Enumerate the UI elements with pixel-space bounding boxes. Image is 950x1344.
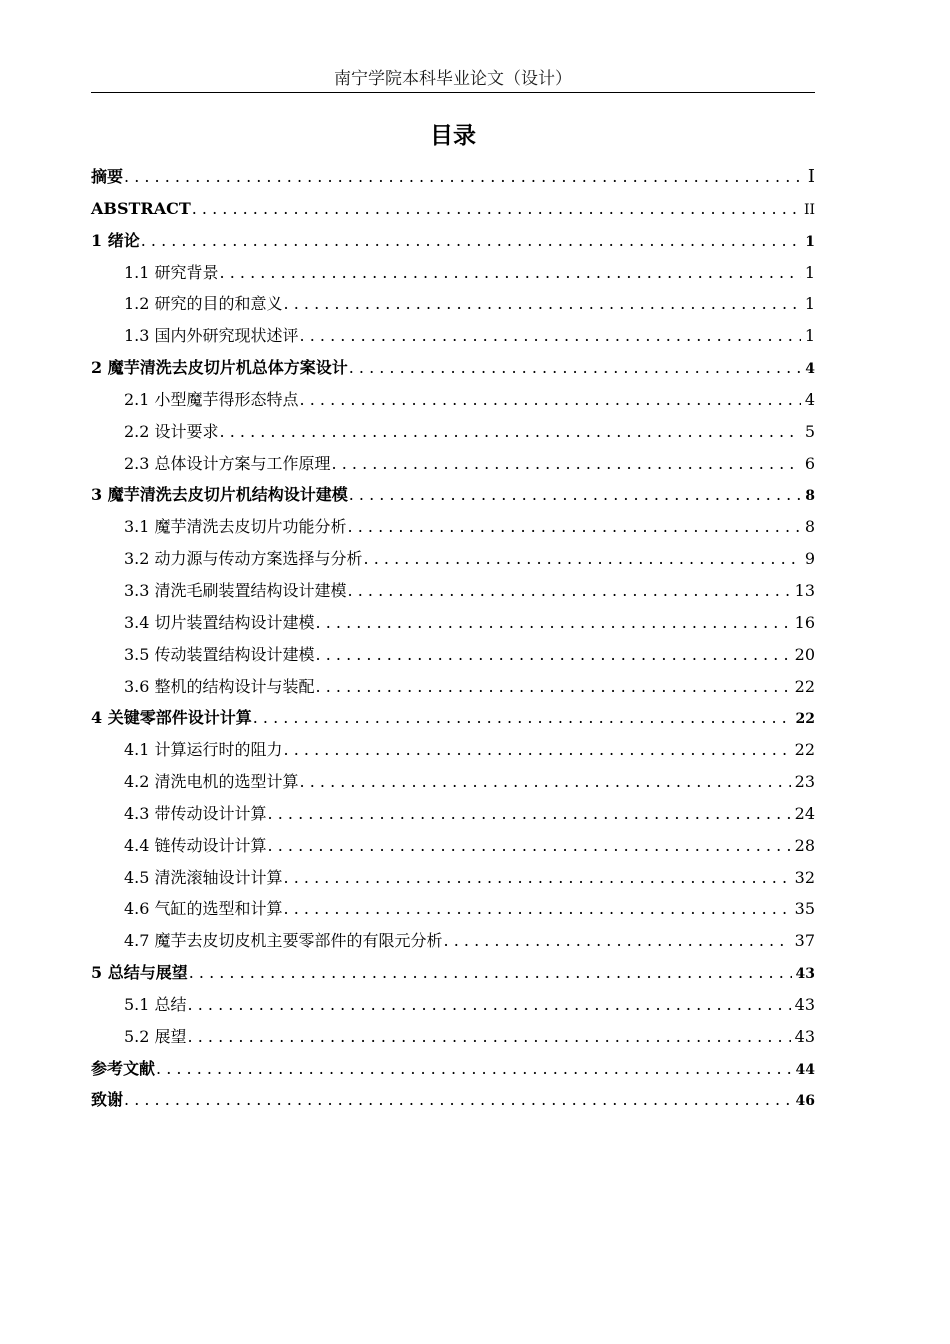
toc-entry-2-3[interactable] <box>91 448 815 480</box>
toc-entry-chapter-1[interactable] <box>91 225 815 257</box>
dot-leader <box>348 575 791 607</box>
dot-leader <box>141 225 802 257</box>
toc-entry-label: 1 绪论 <box>91 230 140 250</box>
toc-entry-4-4[interactable] <box>91 830 815 862</box>
dot-leader <box>316 671 791 703</box>
toc-entry-page: 22 <box>795 711 815 728</box>
toc-entry-label: 3.2 动力源与传动方案选择与分析 <box>124 549 363 569</box>
toc-entry-page: 9 <box>804 549 815 569</box>
toc-entry-3-3[interactable] <box>91 575 815 607</box>
toc-entry-label: 3.3 清洗毛刷装置结构设计建模 <box>124 580 347 600</box>
toc-title: 目录 <box>430 123 476 149</box>
dot-leader <box>268 798 791 830</box>
toc-entry-label: 5.1 总结 <box>124 994 187 1014</box>
toc-entry-1-1[interactable] <box>91 257 815 289</box>
dot-leader <box>284 893 791 925</box>
toc-entry-label: 摘要 <box>91 167 124 186</box>
toc-entry-page: 32 <box>794 867 815 887</box>
toc-entry-page: 1 <box>805 233 815 250</box>
dot-leader <box>284 734 791 766</box>
toc-entry-label: 4.4 链传动设计计算 <box>124 835 267 855</box>
toc-entry-label: 2.1 小型魔芋得形态特点 <box>124 389 299 409</box>
toc-entry-2-2[interactable] <box>91 416 815 448</box>
toc-entry-acknowledgements[interactable] <box>91 1084 815 1116</box>
toc-entry-label: 1.2 研究的目的和意义 <box>124 294 283 314</box>
toc-entry-abstract-en[interactable] <box>91 193 815 225</box>
dot-leader <box>364 543 801 575</box>
toc-entry-page: 43 <box>794 1026 815 1046</box>
toc-entry-page: 28 <box>794 835 815 855</box>
toc-entry-page: 35 <box>794 899 815 919</box>
toc-entry-label: 1.1 研究背景 <box>124 262 219 282</box>
header-divider <box>91 92 815 93</box>
dot-leader <box>220 257 801 289</box>
toc-entry-3-6[interactable] <box>91 671 815 703</box>
toc-entry-chapter-2[interactable] <box>91 352 815 384</box>
toc-entry-label: 3.1 魔芋清洗去皮切片功能分析 <box>124 517 347 537</box>
toc-entry-3-1[interactable] <box>91 511 815 543</box>
toc-entry-page: I <box>807 166 815 187</box>
toc-entry-chapter-5[interactable] <box>91 957 815 989</box>
dot-leader <box>192 193 800 225</box>
toc-entry-label: 致谢 <box>91 1090 124 1110</box>
toc-entry-5-1[interactable] <box>91 989 815 1021</box>
toc-entry-abstract-cn[interactable] <box>91 161 815 193</box>
dot-leader <box>124 1084 792 1116</box>
toc-entry-page: 37 <box>794 931 815 951</box>
dot-leader <box>253 702 792 734</box>
toc-entry-4-6[interactable] <box>91 893 815 925</box>
toc-entry-4-7[interactable] <box>91 925 815 957</box>
toc-entry-label: 4.3 带传动设计计算 <box>124 803 267 823</box>
toc-entry-page: 22 <box>794 740 815 760</box>
toc-entry-page: 43 <box>795 966 815 983</box>
toc-entry-4-3[interactable] <box>91 798 815 830</box>
toc-entry-label: 3.6 整机的结构设计与装配 <box>124 676 315 696</box>
toc-entry-label: 4.6 气缸的选型和计算 <box>124 899 283 919</box>
dot-leader <box>300 320 801 352</box>
dot-leader <box>284 862 791 894</box>
toc-entry-page: 8 <box>805 488 815 505</box>
toc-entry-label: 4 关键零部件设计计算 <box>91 708 252 728</box>
toc-entry-4-2[interactable] <box>91 766 815 798</box>
toc-entry-label: 3.4 切片装置结构设计建模 <box>124 612 315 632</box>
toc-entry-1-2[interactable] <box>91 288 815 320</box>
toc-entry-label: 2.2 设计要求 <box>124 421 219 441</box>
toc-entry-page: 46 <box>795 1093 815 1110</box>
toc-entry-3-4[interactable] <box>91 607 815 639</box>
toc-entry-page: 1 <box>804 326 815 346</box>
toc-entry-page: 6 <box>804 453 815 473</box>
toc-entry-page: 44 <box>795 1061 815 1078</box>
toc-entry-label: 参考文献 <box>91 1058 156 1078</box>
toc-entry-label: 1.3 国内外研究现状述评 <box>124 326 299 346</box>
dot-leader <box>300 766 791 798</box>
dot-leader <box>188 1021 791 1053</box>
toc-entry-4-5[interactable] <box>91 862 815 894</box>
dot-leader <box>284 288 801 320</box>
toc-entry-label: 4.7 魔芋去皮切皮机主要零部件的有限元分析 <box>124 931 443 951</box>
toc-entry-chapter-3[interactable] <box>91 479 815 511</box>
dot-leader <box>444 925 791 957</box>
toc-entry-references[interactable] <box>91 1053 815 1085</box>
table-of-contents <box>91 161 815 1116</box>
toc-entry-label: 3 魔芋清洗去皮切片机结构设计建模 <box>91 485 348 505</box>
toc-entry-page: 4 <box>805 361 815 378</box>
toc-entry-4-1[interactable] <box>91 734 815 766</box>
dot-leader <box>349 479 802 511</box>
dot-leader <box>188 989 791 1021</box>
dot-leader <box>268 830 791 862</box>
toc-entry-label: 2.3 总体设计方案与工作原理 <box>124 453 331 473</box>
toc-entry-page: 43 <box>794 994 815 1014</box>
toc-entry-label: 2 魔芋清洗去皮切片机总体方案设计 <box>91 358 348 378</box>
dot-leader <box>316 639 791 671</box>
toc-entry-label: 4.5 清洗滚轴设计计算 <box>124 867 283 887</box>
toc-entry-page: 1 <box>804 294 815 314</box>
toc-entry-page: 4 <box>804 389 815 409</box>
toc-entry-chapter-4[interactable] <box>91 702 815 734</box>
dot-leader <box>316 607 791 639</box>
toc-entry-page: 20 <box>794 644 815 664</box>
toc-entry-3-2[interactable] <box>91 543 815 575</box>
toc-entry-page: II <box>803 201 815 218</box>
dot-leader <box>189 957 792 989</box>
toc-entry-page: 23 <box>794 772 815 792</box>
toc-entry-page: 8 <box>804 517 815 537</box>
running-header: 南宁学院本科毕业论文（设计） <box>334 69 572 89</box>
dot-leader <box>349 352 802 384</box>
toc-entry-page: 22 <box>794 676 815 696</box>
dot-leader <box>332 448 801 480</box>
toc-entry-3-5[interactable] <box>91 639 815 671</box>
toc-entry-page: 1 <box>804 262 815 282</box>
toc-entry-label: 3.5 传动装置结构设计建模 <box>124 644 315 664</box>
toc-entry-label: 4.2 清洗电机的选型计算 <box>124 772 299 792</box>
toc-entry-label: ABSTRACT <box>91 198 191 218</box>
toc-entry-page: 16 <box>794 612 815 632</box>
dot-leader <box>124 161 804 193</box>
toc-entry-page: 24 <box>794 803 815 823</box>
dot-leader <box>220 416 801 448</box>
toc-entry-5-2[interactable] <box>91 1021 815 1053</box>
dot-leader <box>300 384 801 416</box>
toc-entry-1-3[interactable] <box>91 320 815 352</box>
dot-leader <box>348 511 801 543</box>
toc-entry-label: 4.1 计算运行时的阻力 <box>124 740 283 760</box>
toc-entry-page: 5 <box>804 421 815 441</box>
toc-entry-2-1[interactable] <box>91 384 815 416</box>
dot-leader <box>156 1053 792 1085</box>
toc-entry-label: 5 总结与展望 <box>91 963 188 983</box>
toc-entry-page: 13 <box>794 580 815 600</box>
toc-entry-label: 5.2 展望 <box>124 1026 187 1046</box>
